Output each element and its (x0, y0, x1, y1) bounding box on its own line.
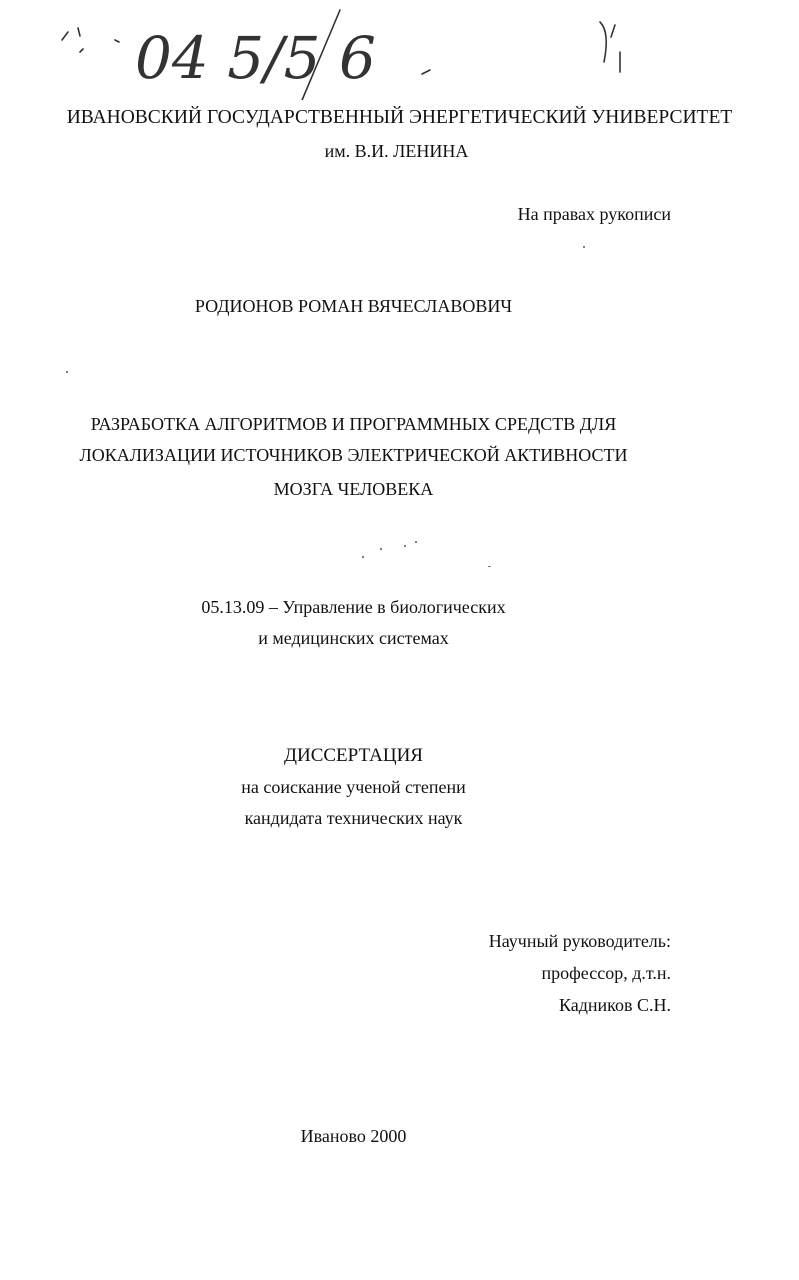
manuscript-note: На правах рукописи (517, 204, 671, 224)
specialty-line-2: и медицинских системах (258, 628, 449, 648)
university-name: ИВАНОВСКИЙ ГОСУДАРСТВЕННЫЙ ЭНЕРГЕТИЧЕСКИЙ УНИВЕРСИТЕТ (66, 107, 733, 128)
archive-mark-text: 04 5/5 6 (135, 24, 376, 92)
supervisor-name: Кадников С.Н. (558, 995, 671, 1015)
scan-speck (362, 556, 364, 558)
dissertation-degree-line-2: кандидата технических наук (244, 808, 463, 828)
scan-speck (415, 541, 417, 543)
dissertation-title-line-3: МОЗГА ЧЕЛОВЕКА (273, 479, 434, 499)
scan-speck (380, 548, 382, 550)
scan-speck (66, 371, 68, 373)
dissertation-title-line-2: ЛОКАЛИЗАЦИИ ИСТОЧНИКОВ ЭЛЕКТРИЧЕСКОЙ АКТИВНОСТИ (79, 445, 628, 465)
handwritten-archive-mark (40, 0, 660, 100)
dissertation-degree-line-1: на соискание ученой степени (241, 777, 466, 797)
supervisor-rank: профессор, д.т.н. (541, 963, 671, 983)
specialty-line-1: 05.13.09 – Управление в биологических (201, 597, 506, 617)
supervisor-label: Научный руководитель: (488, 931, 671, 951)
dissertation-title-line-1: РАЗРАБОТКА АЛГОРИТМОВ И ПРОГРАММНЫХ СРЕДСТВ ДЛЯ (90, 414, 617, 434)
university-named-after: им. В.И. ЛЕНИНА (324, 141, 469, 161)
scan-speck (404, 545, 406, 547)
author-name: РОДИОНОВ РОМАН ВЯЧЕСЛАВОВИЧ (194, 296, 513, 316)
scan-speck (583, 246, 585, 248)
city-year: Иваново 2000 (300, 1126, 407, 1146)
dissertation-heading: ДИССЕРТАЦИЯ (284, 745, 423, 766)
scan-speck (488, 566, 491, 567)
